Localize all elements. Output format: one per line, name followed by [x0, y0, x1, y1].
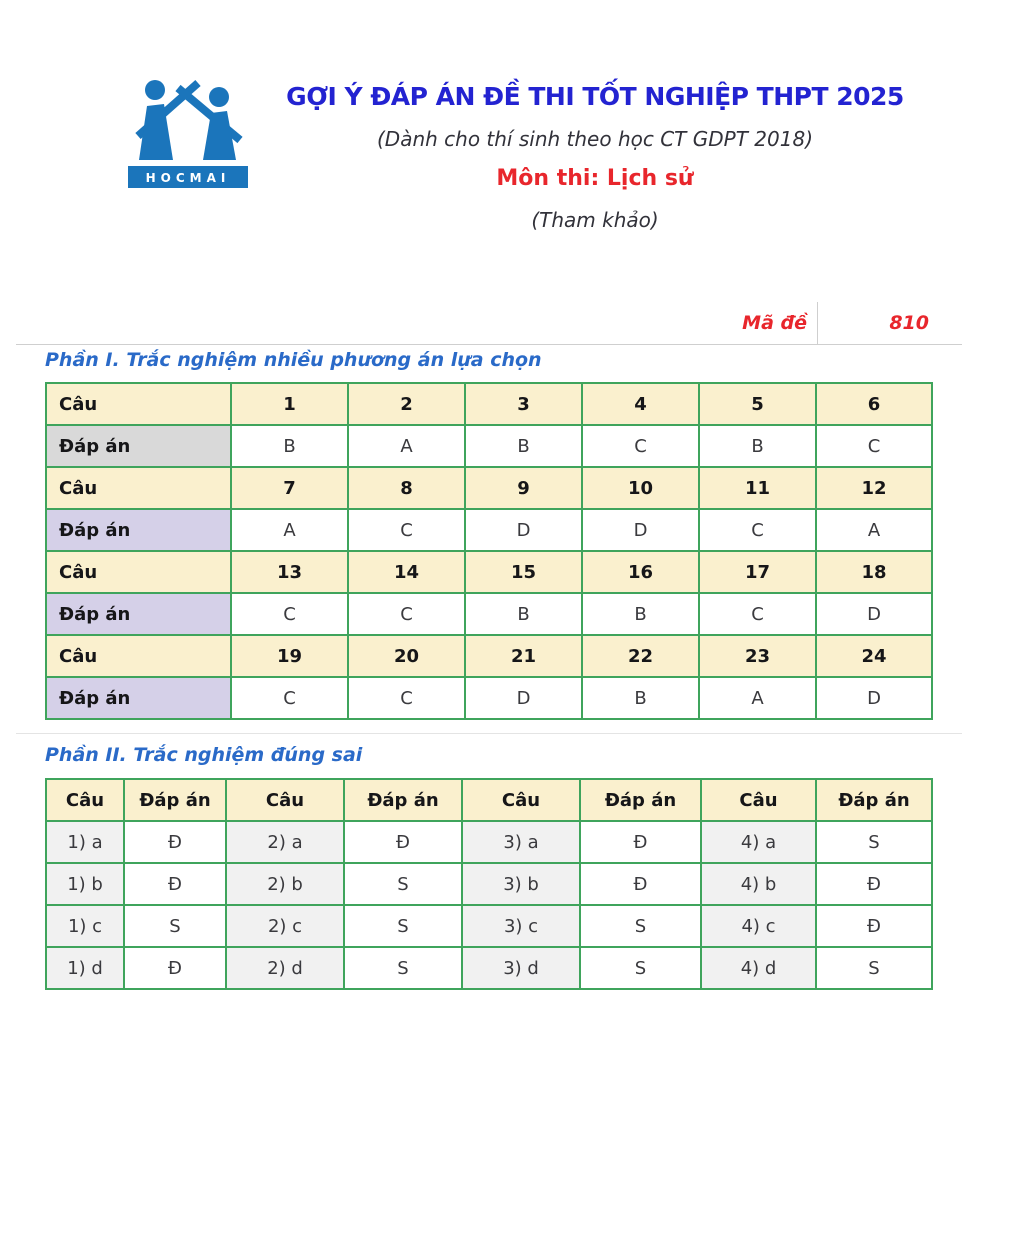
question-number-cell: 13 — [231, 551, 348, 593]
row-header-question: Câu — [46, 551, 231, 593]
question-id-cell: 1) b — [46, 863, 124, 905]
row-header-answer: Đáp án — [46, 593, 231, 635]
answer-cell: D — [582, 509, 699, 551]
question-id-cell: 1) a — [46, 821, 124, 863]
answer-cell: C — [231, 593, 348, 635]
answer-cell: A — [699, 677, 816, 719]
answer-row — [46, 677, 932, 719]
question-number-cell: 2 — [348, 383, 465, 425]
part1-section-title: Phần I. Trắc nghiệm nhiều phương án lựa chọn — [45, 349, 542, 371]
answer-cell: C — [348, 509, 465, 551]
question-number-cell: 18 — [816, 551, 932, 593]
tf-answer-cell: Đ — [124, 947, 226, 989]
row-header-answer: Đáp án — [46, 677, 231, 719]
column-header: Câu — [701, 779, 816, 821]
column-header: Câu — [462, 779, 580, 821]
question-id-cell: 4) c — [701, 905, 816, 947]
question-number-cell: 5 — [699, 383, 816, 425]
tf-answer-cell: S — [344, 905, 462, 947]
answer-cell: A — [348, 425, 465, 467]
tf-answer-cell: Đ — [816, 863, 932, 905]
tf-row — [46, 905, 932, 947]
logo-wordmark: HOCMAI — [145, 171, 231, 185]
tf-answer-cell: Đ — [580, 821, 701, 863]
row-header-answer: Đáp án — [46, 509, 231, 551]
question-id-cell: 1) d — [46, 947, 124, 989]
column-header: Câu — [226, 779, 344, 821]
answer-cell: B — [699, 425, 816, 467]
tf-answer-cell: S — [124, 905, 226, 947]
tf-answer-cell: Đ — [344, 821, 462, 863]
question-number-cell: 1 — [231, 383, 348, 425]
question-id-cell: 4) a — [701, 821, 816, 863]
answer-cell: A — [816, 509, 932, 551]
row-header-answer: Đáp án — [46, 425, 231, 467]
question-number-cell: 9 — [465, 467, 582, 509]
answer-cell: B — [582, 677, 699, 719]
question-id-cell: 3) c — [462, 905, 580, 947]
question-number-cell: 14 — [348, 551, 465, 593]
question-id-cell: 2) b — [226, 863, 344, 905]
question-id-cell: 4) d — [701, 947, 816, 989]
exam-code-strip — [16, 302, 962, 345]
answer-row — [46, 593, 932, 635]
part2-section-title: Phần II. Trắc nghiệm đúng sai — [45, 744, 363, 766]
page-title: GỢI Ý ĐÁP ÁN ĐỀ THI TỐT NGHIỆP THPT 2025 — [286, 82, 904, 111]
part2-table — [45, 778, 933, 990]
answer-cell: C — [348, 593, 465, 635]
question-row — [46, 467, 932, 509]
tf-answer-cell: Đ — [816, 905, 932, 947]
column-header: Đáp án — [580, 779, 701, 821]
tf-row — [46, 947, 932, 989]
tf-answer-cell: S — [344, 863, 462, 905]
answer-cell: C — [699, 593, 816, 635]
question-id-cell: 3) d — [462, 947, 580, 989]
answer-cell: C — [699, 509, 816, 551]
tf-row — [46, 863, 932, 905]
question-number-cell: 24 — [816, 635, 932, 677]
question-number-cell: 23 — [699, 635, 816, 677]
tf-row — [46, 821, 932, 863]
question-number-cell: 12 — [816, 467, 932, 509]
answer-cell: D — [816, 593, 932, 635]
subject-line: Môn thi: Lịch sử — [496, 166, 694, 191]
question-number-cell: 21 — [465, 635, 582, 677]
question-number-cell: 6 — [816, 383, 932, 425]
question-row — [46, 635, 932, 677]
part2-header-row — [46, 779, 932, 821]
question-id-cell: 1) c — [46, 905, 124, 947]
answer-cell: B — [231, 425, 348, 467]
answer-cell: C — [231, 677, 348, 719]
question-id-cell: 3) a — [462, 821, 580, 863]
row-header-question: Câu — [46, 635, 231, 677]
question-number-cell: 8 — [348, 467, 465, 509]
part1-table — [45, 382, 933, 720]
question-number-cell: 22 — [582, 635, 699, 677]
question-row — [46, 383, 932, 425]
column-header: Đáp án — [344, 779, 462, 821]
column-header: Đáp án — [124, 779, 226, 821]
tf-answer-cell: S — [580, 905, 701, 947]
answer-cell: B — [465, 593, 582, 635]
question-id-cell: 2) a — [226, 821, 344, 863]
tf-answer-cell: Đ — [124, 821, 226, 863]
answer-cell: A — [231, 509, 348, 551]
question-number-cell: 10 — [582, 467, 699, 509]
question-number-cell: 3 — [465, 383, 582, 425]
question-row — [46, 551, 932, 593]
row-header-question: Câu — [46, 467, 231, 509]
exam-code-value: 810 — [889, 312, 929, 334]
tf-answer-cell: S — [816, 821, 932, 863]
row-header-question: Câu — [46, 383, 231, 425]
answer-row — [46, 509, 932, 551]
question-number-cell: 15 — [465, 551, 582, 593]
column-header: Câu — [46, 779, 124, 821]
answer-cell: D — [465, 509, 582, 551]
answer-cell: C — [582, 425, 699, 467]
answer-cell: D — [465, 677, 582, 719]
exam-code-label: Mã đề — [16, 302, 818, 344]
tf-answer-cell: S — [816, 947, 932, 989]
question-number-cell: 4 — [582, 383, 699, 425]
answer-row — [46, 425, 932, 467]
reference-note: (Tham khảo) — [531, 208, 659, 232]
question-number-cell: 11 — [699, 467, 816, 509]
tf-answer-cell: Đ — [580, 863, 701, 905]
question-id-cell: 2) c — [226, 905, 344, 947]
gridline-artifact — [16, 733, 962, 734]
page-subtitle: (Dành cho thí sinh theo học CT GDPT 2018) — [376, 127, 813, 151]
question-id-cell: 3) b — [462, 863, 580, 905]
answer-cell: B — [465, 425, 582, 467]
question-number-cell: 20 — [348, 635, 465, 677]
column-header: Đáp án — [816, 779, 932, 821]
tf-answer-cell: S — [580, 947, 701, 989]
answer-cell: B — [582, 593, 699, 635]
answer-cell: C — [348, 677, 465, 719]
question-id-cell: 4) b — [701, 863, 816, 905]
question-number-cell: 19 — [231, 635, 348, 677]
answer-cell: C — [816, 425, 932, 467]
question-number-cell: 16 — [582, 551, 699, 593]
question-number-cell: 7 — [231, 467, 348, 509]
tf-answer-cell: Đ — [124, 863, 226, 905]
tf-answer-cell: S — [344, 947, 462, 989]
question-number-cell: 17 — [699, 551, 816, 593]
document-header — [175, 82, 1015, 232]
answer-cell: D — [816, 677, 932, 719]
question-id-cell: 2) d — [226, 947, 344, 989]
